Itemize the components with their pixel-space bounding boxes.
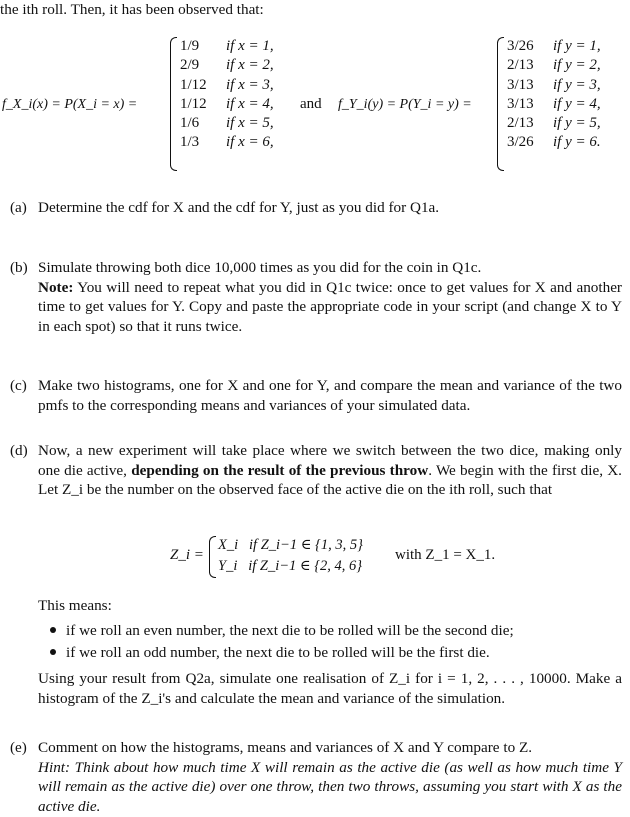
pmf-x-lhs: f_X_i(x) = P(X_i = x) = (2, 97, 138, 112)
z-lhs: Z_i = (170, 547, 204, 563)
z-case-1: X_i if Z_i−1 ∈ {1, 3, 5} (218, 537, 363, 553)
pmf-y-lhs: f_Y_i(y) = P(Y_i = y) = (338, 97, 472, 112)
part-e: (e) Comment on how the histograms, means and variances of X and Y compare to Z. Hint: Think about how much time X will remain as the active die (as well as how much time Y will remain as the active die) over one throw, then two throws, assuming you start with X as the active die. (10, 739, 622, 816)
part-d: (d) Now, a new experiment will take place where we switch between the two dice, making only one die active, depending on the result of the previous throw. We begin with the first die, X. Let Z_i be the number on the observed face of the active die on the ith roll, such that (10, 442, 622, 499)
part-b: (b) Simulate throwing both dice 10,000 times as you did for the coin in Q1c. Note: You will need to repeat what you did in Q1c twice: once to get values for X and another time to get values for Y. Copy and paste the appropriate code in your script (and change X to Y in each spot) so that it runs twice. (10, 259, 622, 336)
bullet-odd: if we roll an odd number, the next die to be rolled will be the first die. (50, 643, 490, 663)
this-means: This means: (38, 597, 112, 614)
pmf-y-cases: 3/26 if y = 1, 2/13 if y = 2, 3/13 if y = 3, 3/13 if y = 4, 2/13 if y = 5, 3/26 if y = 6. (507, 38, 601, 151)
part-a: (a) Determine the cdf for X and the cdf for Y, just as you did for Q1a. (10, 199, 440, 216)
pmf-x-cases: 1/9 if x = 1, 2/9 if x = 2, 1/12 if x = 3, 1/12 if x = 4, 1/6 if x = 5, 1/3 if x = 6, (180, 38, 274, 151)
bullet-even: if we roll an even number, the next die to be rolled will be the second die; (50, 621, 514, 641)
part-c: (c) Make two histograms, one for X and one for Y, and compare the mean and variance of the two pmfs to the corresponding means and variances of your simulated data. (10, 377, 622, 414)
and-text: and (300, 96, 322, 112)
part-d-tail: Using your result from Q2a, simulate one realisation of Z_i for i = 1, 2, . . . , 10000. Make a histogram of the Z_i's and calculate the mean and variance of the simulation. (38, 670, 622, 707)
z-brace (209, 536, 216, 578)
intro-line: the ith roll. Then, it has been observed that: (0, 1, 264, 18)
pmf-x-brace (170, 37, 177, 171)
z-case-2: Y_i if Z_i−1 ∈ {2, 4, 6} (218, 558, 363, 574)
z-with: with Z_1 = X_1. (395, 547, 496, 563)
pmf-y-brace (497, 37, 504, 171)
